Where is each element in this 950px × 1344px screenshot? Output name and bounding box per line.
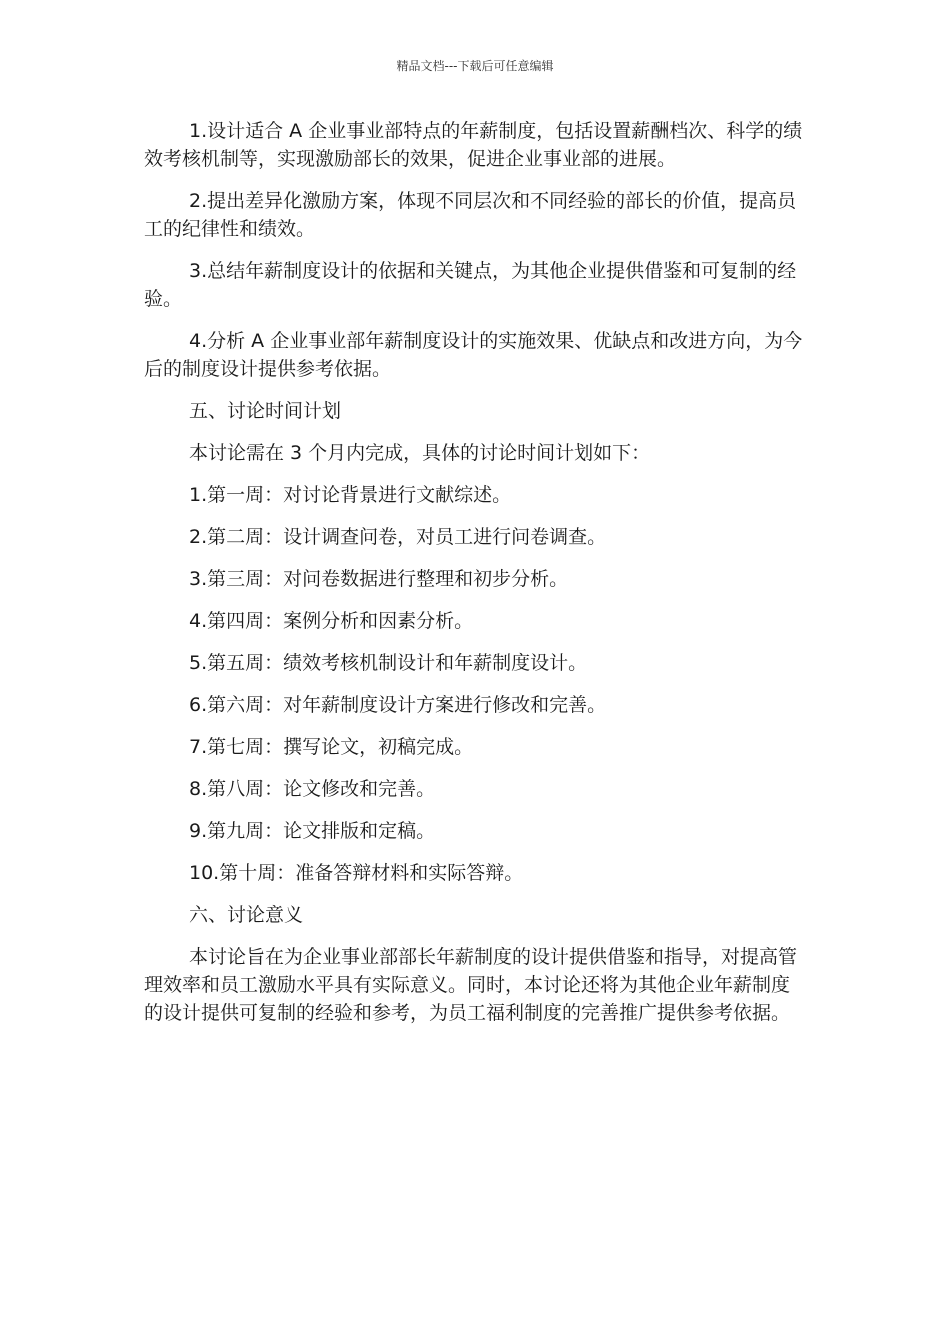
schedule-item: 1.第一周：对讨论背景进行文献综述。 — [189, 484, 512, 506]
schedule-item: 7.第七周：撰写论文，初稿完成。 — [189, 736, 474, 758]
schedule-item: 3.第三周：对问卷数据进行整理和初步分析。 — [189, 568, 569, 590]
schedule-item: 4.第四周：案例分析和因素分析。 — [189, 610, 474, 632]
objective-item: 2.提出差异化激励方案，体现不同层次和不同经验的部长的价值，提高员工的纪律性和绩效。 — [144, 190, 797, 240]
schedule-item: 8.第八周：论文修改和完善。 — [189, 778, 436, 800]
section-heading-schedule: 五、讨论时间计划 — [189, 400, 342, 422]
schedule-item: 6.第六周：对年薪制度设计方案进行修改和完善。 — [189, 694, 607, 716]
objective-item: 1.设计适合 A 企业事业部特点的年薪制度，包括设置薪酬档次、科学的绩效考核机制等，实现激励部长的效果，促进企业事业部的进展。 — [144, 120, 803, 170]
objective-item: 4.分析 A 企业事业部年薪制度设计的实施效果、优缺点和改进方向，为今后的制度设计提供参考依据。 — [144, 330, 803, 380]
section-heading-significance: 六、讨论意义 — [189, 904, 304, 926]
schedule-item: 9.第九周：论文排版和定稿。 — [189, 820, 436, 842]
schedule-item: 10.第十周：准备答辩材料和实际答辩。 — [189, 862, 524, 884]
schedule-intro: 本讨论需在 3 个月内完成，具体的讨论时间计划如下： — [189, 442, 651, 464]
document-body — [144, 117, 806, 1041]
page-header: 精品文档---下载后可任意编辑 — [396, 59, 554, 73]
significance-body: 本讨论旨在为企业事业部部长年薪制度的设计提供借鉴和指导，对提高管理效率和员工激励水平具有实际意义。同时，本讨论还将为其他企业年薪制度的设计提供可复制的经验和参考，为员工福利制度的完善推广提供参考依据。 — [144, 946, 798, 1024]
objective-item: 3.总结年薪制度设计的依据和关键点，为其他企业提供借鉴和可复制的经验。 — [144, 260, 797, 310]
schedule-item: 2.第二周：设计调查问卷，对员工进行问卷调查。 — [189, 526, 607, 548]
schedule-item: 5.第五周：绩效考核机制设计和年薪制度设计。 — [189, 652, 588, 674]
